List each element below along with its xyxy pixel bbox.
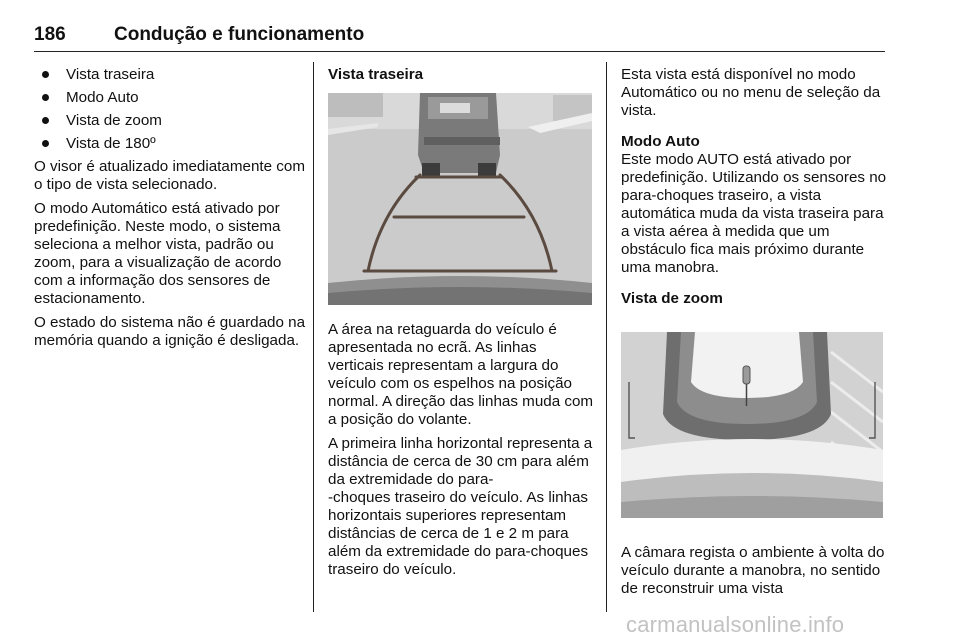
- column-divider-left: [313, 62, 314, 612]
- column-divider-right: [606, 62, 607, 612]
- watermark: carmanualsonline.info: [626, 612, 845, 637]
- bullet-icon: [42, 117, 49, 124]
- paragraph: A primeira linha horizontal representa a distância de cerca de 30 cm para além da extremidade do para- -choques traseiro do veículo. As linhas horizontais superiores representam distâncias de cerca de 1 e 2 m para além da extremidade do para-choques traseiro do veículo.: [328, 435, 593, 578]
- view-mode-list: [34, 66, 306, 153]
- paragraph: O visor é atualizado imediatamente com o tipo de vista selecionado.: [34, 158, 305, 193]
- section-title: Condução e funcionamento: [114, 24, 365, 45]
- zoom-view-camera-image: [621, 332, 883, 518]
- auto-mode-heading: Modo Auto: [621, 133, 700, 150]
- zoom-view-heading: Vista de zoom: [621, 290, 723, 307]
- column-3: [621, 66, 887, 604]
- list-item: Modo Auto: [34, 89, 306, 107]
- page-number: 186: [34, 24, 66, 45]
- rear-camera-illustration: [328, 93, 592, 305]
- bullet-icon: [42, 94, 49, 101]
- rear-view-heading: Vista traseira: [328, 66, 424, 83]
- paragraph: Este modo AUTO está ativado por predefinição. Utilizando os sensores no para-choques traseiro, a vista automática muda da vista traseira para a vista aérea à medida que um obstáculo fica mais próximo durante uma manobra.: [621, 151, 887, 276]
- zoom-view-illustration: [621, 332, 883, 518]
- paragraph: A área na retaguarda do veículo é apresentada no ecrã. As linhas verticais representam a largura do veículo com os espelhos na posição normal. A direção das linhas muda com a posição do volante.: [328, 321, 594, 428]
- list-item: Vista traseira: [34, 66, 306, 84]
- paragraph: A câmara regista o ambiente à volta do veículo durante a manobra, no sentido de reconstruir uma vista: [621, 544, 885, 597]
- column-1: [34, 66, 306, 356]
- list-item: Vista de zoom: [34, 112, 306, 130]
- bullet-icon: [42, 140, 49, 147]
- paragraph: O modo Automático está ativado por predefinição. Neste modo, o sistema seleciona a melhor vista, padrão ou zoom, para a visualização de acordo com a informação dos sensores de estacionamento.: [34, 200, 282, 307]
- bullet-icon: [42, 71, 49, 78]
- page-header: [34, 24, 885, 52]
- column-2: [328, 66, 596, 585]
- rear-view-camera-image: [328, 93, 592, 305]
- paragraph: O estado do sistema não é guardado na memória quando a ignição é desligada.: [34, 314, 306, 349]
- list-item: Vista de 180º: [34, 135, 306, 153]
- paragraph: Esta vista está disponível no modo Automático ou no menu de seleção da vista.: [621, 66, 881, 119]
